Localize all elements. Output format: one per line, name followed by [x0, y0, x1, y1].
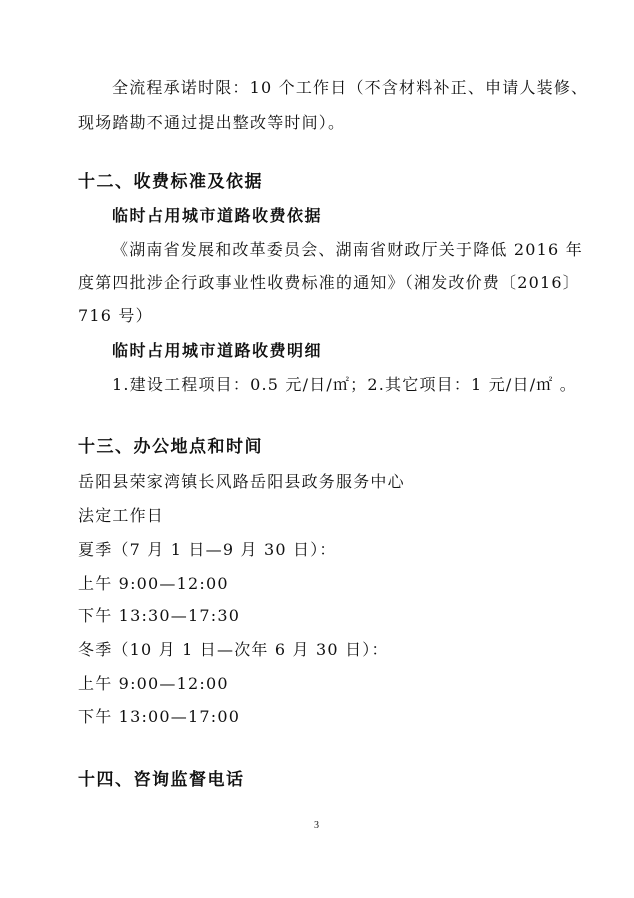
fee-basis-subheading: 临时占用城市道路收费依据 — [112, 206, 323, 225]
fee-basis-text-line1: 《湖南省发展和改革委员会、湖南省财政厅关于降低 2016 年 — [112, 240, 583, 259]
page-number: 3 — [314, 820, 319, 831]
summer-morning-hours: 上午 9:00—12:00 — [78, 574, 229, 593]
summer-schedule-label: 夏季（7 月 1 日—9 月 30 日）： — [78, 540, 337, 559]
fee-basis-text-line3: 716 号） — [78, 306, 153, 325]
fee-basis-text-line2: 度第四批涉企行政事业性收费标准的通知》（湘发改价费〔2016〕 — [78, 273, 580, 292]
commitment-text-line1: 全流程承诺时限：10 个工作日（不含材料补正、申请人装修、 — [112, 78, 589, 97]
section-13-heading: 十三、办公地点和时间 — [78, 437, 263, 457]
workday-label: 法定工作日 — [78, 506, 165, 525]
winter-afternoon-hours: 下午 13:00—17:00 — [78, 707, 241, 726]
winter-schedule-label: 冬季（10 月 1 日—次年 6 月 30 日）： — [78, 640, 389, 659]
commitment-text-line2: 现场踏勘不通过提出整改等时间）。 — [78, 113, 346, 132]
office-address: 岳阳县荣家湾镇长风路岳阳县政务服务中心 — [78, 472, 405, 491]
fee-detail-text: 1.建设工程项目：0.5 元/日/㎡；2.其它项目：1 元/日/㎡ 。 — [112, 375, 577, 394]
winter-morning-hours: 上午 9:00—12:00 — [78, 674, 229, 693]
section-12-heading: 十二、收费标准及依据 — [78, 172, 263, 192]
summer-afternoon-hours: 下午 13:30—17:30 — [78, 606, 241, 625]
section-14-heading: 十四、咨询监督电话 — [78, 770, 245, 790]
fee-detail-subheading: 临时占用城市道路收费明细 — [112, 341, 323, 360]
